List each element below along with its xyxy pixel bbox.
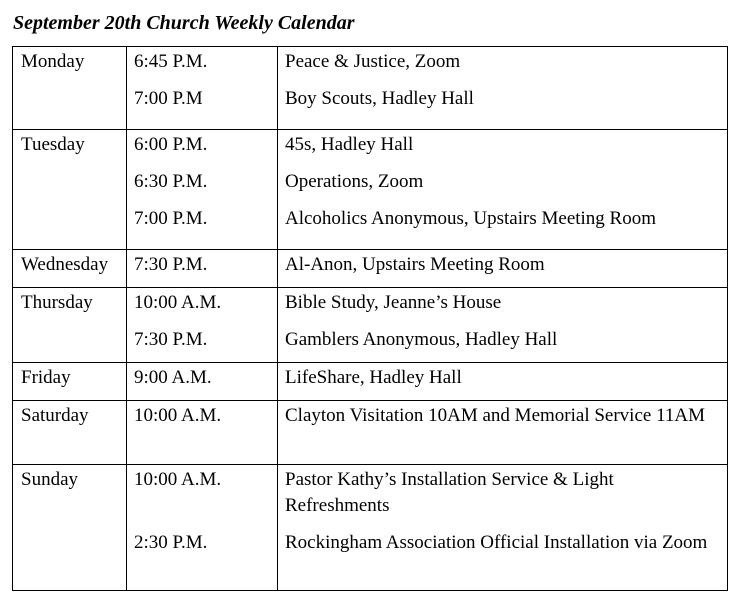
event-description: Boy Scouts, Hadley Hall — [285, 88, 474, 109]
event-time: 10:00 A.M. — [134, 292, 222, 313]
event-time: 7:00 P.M. — [134, 208, 208, 229]
day-cell — [13, 47, 127, 130]
day-label: Thursday — [21, 292, 93, 313]
event-description: Bible Study, Jeanne’s House — [285, 292, 502, 313]
day-cell — [13, 363, 127, 401]
day-cell — [13, 288, 127, 363]
day-label: Tuesday — [21, 134, 85, 155]
event-time: 6:00 P.M. — [134, 134, 208, 155]
event-description: Alcoholics Anonymous, Upstairs Meeting Room — [285, 208, 657, 229]
calendar-row-monday — [13, 47, 728, 130]
event-cell — [278, 250, 728, 288]
event-cell — [278, 130, 728, 250]
event-cell — [278, 47, 728, 130]
event-cell — [278, 465, 728, 591]
calendar-row-sunday — [13, 465, 728, 591]
event-description: Rockingham Association Official Installation via Zoom — [285, 532, 708, 553]
day-cell — [13, 401, 127, 465]
day-label: Monday — [21, 51, 85, 72]
day-label: Wednesday — [21, 254, 109, 275]
time-cell — [127, 401, 278, 465]
event-description: Peace & Justice, Zoom — [285, 51, 461, 72]
time-cell — [127, 288, 278, 363]
event-cell — [278, 363, 728, 401]
day-cell — [13, 250, 127, 288]
event-description: Clayton Visitation 10AM and Memorial Service 11AM — [285, 405, 705, 426]
event-time: 6:30 P.M. — [134, 171, 208, 192]
time-cell — [127, 47, 278, 130]
day-cell — [13, 130, 127, 250]
calendar-row-tuesday — [13, 130, 728, 250]
event-description: LifeShare, Hadley Hall — [285, 367, 462, 388]
event-description: 45s, Hadley Hall — [285, 134, 414, 155]
day-cell — [13, 465, 127, 591]
calendar-row-wednesday — [13, 250, 728, 288]
time-cell — [127, 465, 278, 591]
calendar-row-saturday — [13, 401, 728, 465]
event-time: 7:30 P.M. — [134, 329, 208, 350]
event-time: 6:45 P.M. — [134, 51, 208, 72]
event-description: Operations, Zoom — [285, 171, 424, 192]
time-cell — [127, 130, 278, 250]
event-time: 9:00 A.M. — [134, 367, 212, 388]
time-cell — [127, 363, 278, 401]
weekly-calendar-table — [12, 46, 728, 591]
event-time: 10:00 A.M. — [134, 469, 222, 490]
day-label: Friday — [21, 367, 71, 388]
calendar-row-friday — [13, 363, 728, 401]
event-description: Gamblers Anonymous, Hadley Hall — [285, 329, 558, 350]
event-description: Al-Anon, Upstairs Meeting Room — [285, 254, 545, 275]
page-title: September 20th Church Weekly Calendar — [13, 12, 355, 34]
event-time: 10:00 A.M. — [134, 405, 222, 426]
event-time: 7:30 P.M. — [134, 254, 208, 275]
day-label: Sunday — [21, 469, 78, 490]
event-description: Pastor Kathy’s Installation Service & Light Refreshments — [285, 469, 614, 516]
event-cell — [278, 288, 728, 363]
day-label: Saturday — [21, 405, 89, 426]
event-time: 2:30 P.M. — [134, 532, 208, 553]
event-time: 7:00 P.M — [134, 88, 203, 109]
calendar-row-thursday — [13, 288, 728, 363]
time-cell — [127, 250, 278, 288]
event-cell — [278, 401, 728, 465]
